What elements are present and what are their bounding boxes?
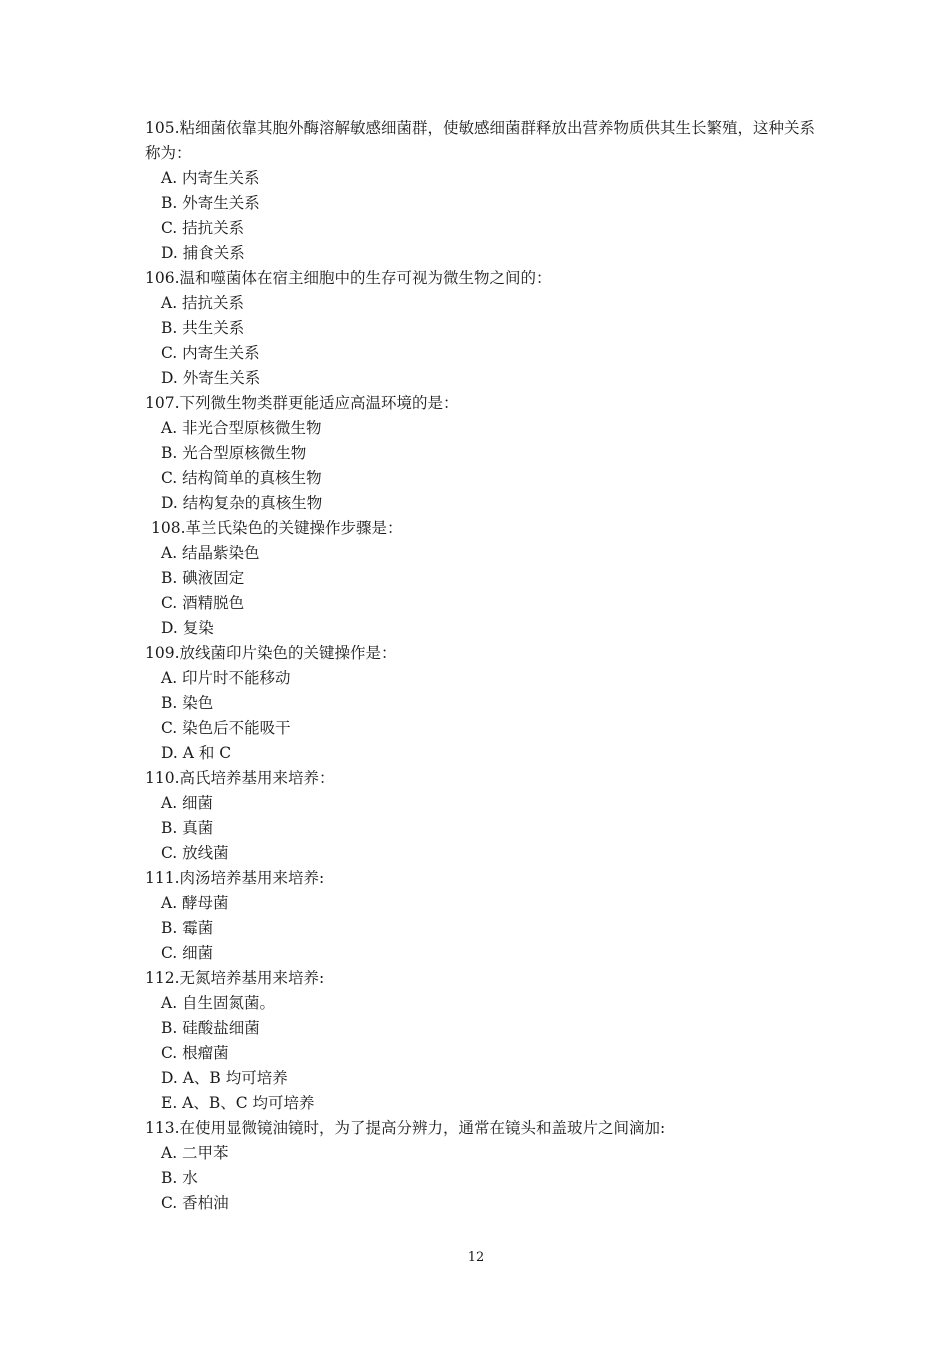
question-stem: 放线菌印片染色的关键操作是： bbox=[179, 644, 397, 662]
option-b: B. 外寄生关系 bbox=[161, 194, 260, 212]
option-c: C. 染色后不能吸干 bbox=[161, 719, 291, 737]
option-d: D. 捕食关系 bbox=[161, 244, 245, 262]
question-107 bbox=[145, 391, 820, 516]
question-number: 108. bbox=[151, 519, 186, 537]
question-text bbox=[145, 766, 820, 791]
option-d: D. A 和 C bbox=[161, 744, 232, 762]
option-d: D. 外寄生关系 bbox=[161, 369, 261, 387]
option-c: C. 拮抗关系 bbox=[161, 219, 245, 237]
page-number: 12 bbox=[467, 1250, 485, 1265]
option-b: B. 染色 bbox=[161, 694, 214, 712]
question-stem: 肉汤培养基用来培养: bbox=[179, 869, 325, 887]
question-stem: 革兰氏染色的关键操作步骤是： bbox=[185, 519, 403, 537]
question-text bbox=[145, 966, 820, 991]
question-number: 109. bbox=[145, 644, 180, 662]
option-c: C. 结构简单的真核生物 bbox=[161, 469, 322, 487]
option-list bbox=[145, 666, 820, 766]
option-b: B. 水 bbox=[161, 1169, 198, 1187]
option-a: A. 二甲苯 bbox=[161, 1144, 229, 1162]
option-d: D. A、B 均可培养 bbox=[161, 1069, 288, 1087]
option-c: C. 酒精脱色 bbox=[161, 594, 245, 612]
option-a: A. 拮抗关系 bbox=[161, 294, 245, 312]
question-stem: 高氏培养基用来培养： bbox=[179, 769, 335, 787]
option-a: A. 结晶紫染色 bbox=[161, 544, 260, 562]
option-b: B. 光合型原核微生物 bbox=[161, 444, 307, 462]
option-c: C. 内寄生关系 bbox=[161, 344, 260, 362]
option-a: A. 自生固氮菌。 bbox=[161, 994, 276, 1012]
option-c: C. 放线菌 bbox=[161, 844, 229, 862]
option-a: A. 印片时不能移动 bbox=[161, 669, 291, 687]
option-b: B. 硅酸盐细菌 bbox=[161, 1019, 260, 1037]
question-number: 112. bbox=[145, 969, 180, 987]
question-stem: 粘细菌依靠其胞外酶溶解敏感细菌群，使敏感细菌群释放出营养物质供其生长繁殖，这种关系称为： bbox=[145, 119, 816, 162]
question-stem: 下列微生物类群更能适应高温环境的是： bbox=[179, 394, 459, 412]
option-a: A. 细菌 bbox=[161, 794, 214, 812]
option-b: B. 碘液固定 bbox=[161, 569, 245, 587]
question-number: 107. bbox=[145, 394, 180, 412]
option-list bbox=[145, 791, 820, 866]
option-c: C. 根瘤菌 bbox=[161, 1044, 229, 1062]
question-text bbox=[145, 516, 820, 541]
option-list bbox=[145, 291, 820, 391]
question-text bbox=[145, 1116, 820, 1141]
question-108 bbox=[145, 516, 820, 641]
question-number: 110. bbox=[145, 769, 180, 787]
question-112 bbox=[145, 966, 820, 1116]
option-a: A. 非光合型原核微生物 bbox=[161, 419, 322, 437]
option-list bbox=[145, 416, 820, 516]
option-e: E. A、B、C 均可培养 bbox=[161, 1094, 315, 1112]
option-b: B. 共生关系 bbox=[161, 319, 245, 337]
question-number: 106. bbox=[145, 269, 180, 287]
question-text bbox=[145, 641, 820, 666]
question-text bbox=[145, 391, 820, 416]
question-text bbox=[145, 866, 820, 891]
question-111 bbox=[145, 866, 820, 966]
option-list bbox=[145, 1141, 820, 1216]
question-106 bbox=[145, 266, 820, 391]
question-stem: 无氮培养基用来培养: bbox=[179, 969, 325, 987]
option-c: C. 香柏油 bbox=[161, 1194, 229, 1212]
question-105 bbox=[145, 116, 820, 266]
question-text bbox=[145, 116, 820, 166]
question-list bbox=[145, 116, 820, 1216]
question-number: 111. bbox=[145, 869, 180, 887]
option-a: A. 内寄生关系 bbox=[161, 169, 260, 187]
question-110 bbox=[145, 766, 820, 866]
question-stem: 在使用显微镜油镜时，为了提高分辨力，通常在镜头和盖玻片之间滴加: bbox=[179, 1119, 666, 1137]
question-number: 113. bbox=[145, 1119, 180, 1137]
option-list bbox=[145, 166, 820, 266]
question-109 bbox=[145, 641, 820, 766]
option-d: D. 复染 bbox=[161, 619, 214, 637]
option-b: B. 霉菌 bbox=[161, 919, 214, 937]
option-c: C. 细菌 bbox=[161, 944, 214, 962]
question-text bbox=[145, 266, 820, 291]
option-list bbox=[145, 541, 820, 641]
question-number: 105. bbox=[145, 119, 180, 137]
option-list bbox=[145, 991, 820, 1116]
question-stem: 温和噬菌体在宿主细胞中的生存可视为微生物之间的： bbox=[179, 269, 552, 287]
option-b: B. 真菌 bbox=[161, 819, 214, 837]
option-list bbox=[145, 891, 820, 966]
question-113 bbox=[145, 1116, 820, 1216]
option-a: A. 酵母菌 bbox=[161, 894, 229, 912]
option-d: D. 结构复杂的真核生物 bbox=[161, 494, 323, 512]
